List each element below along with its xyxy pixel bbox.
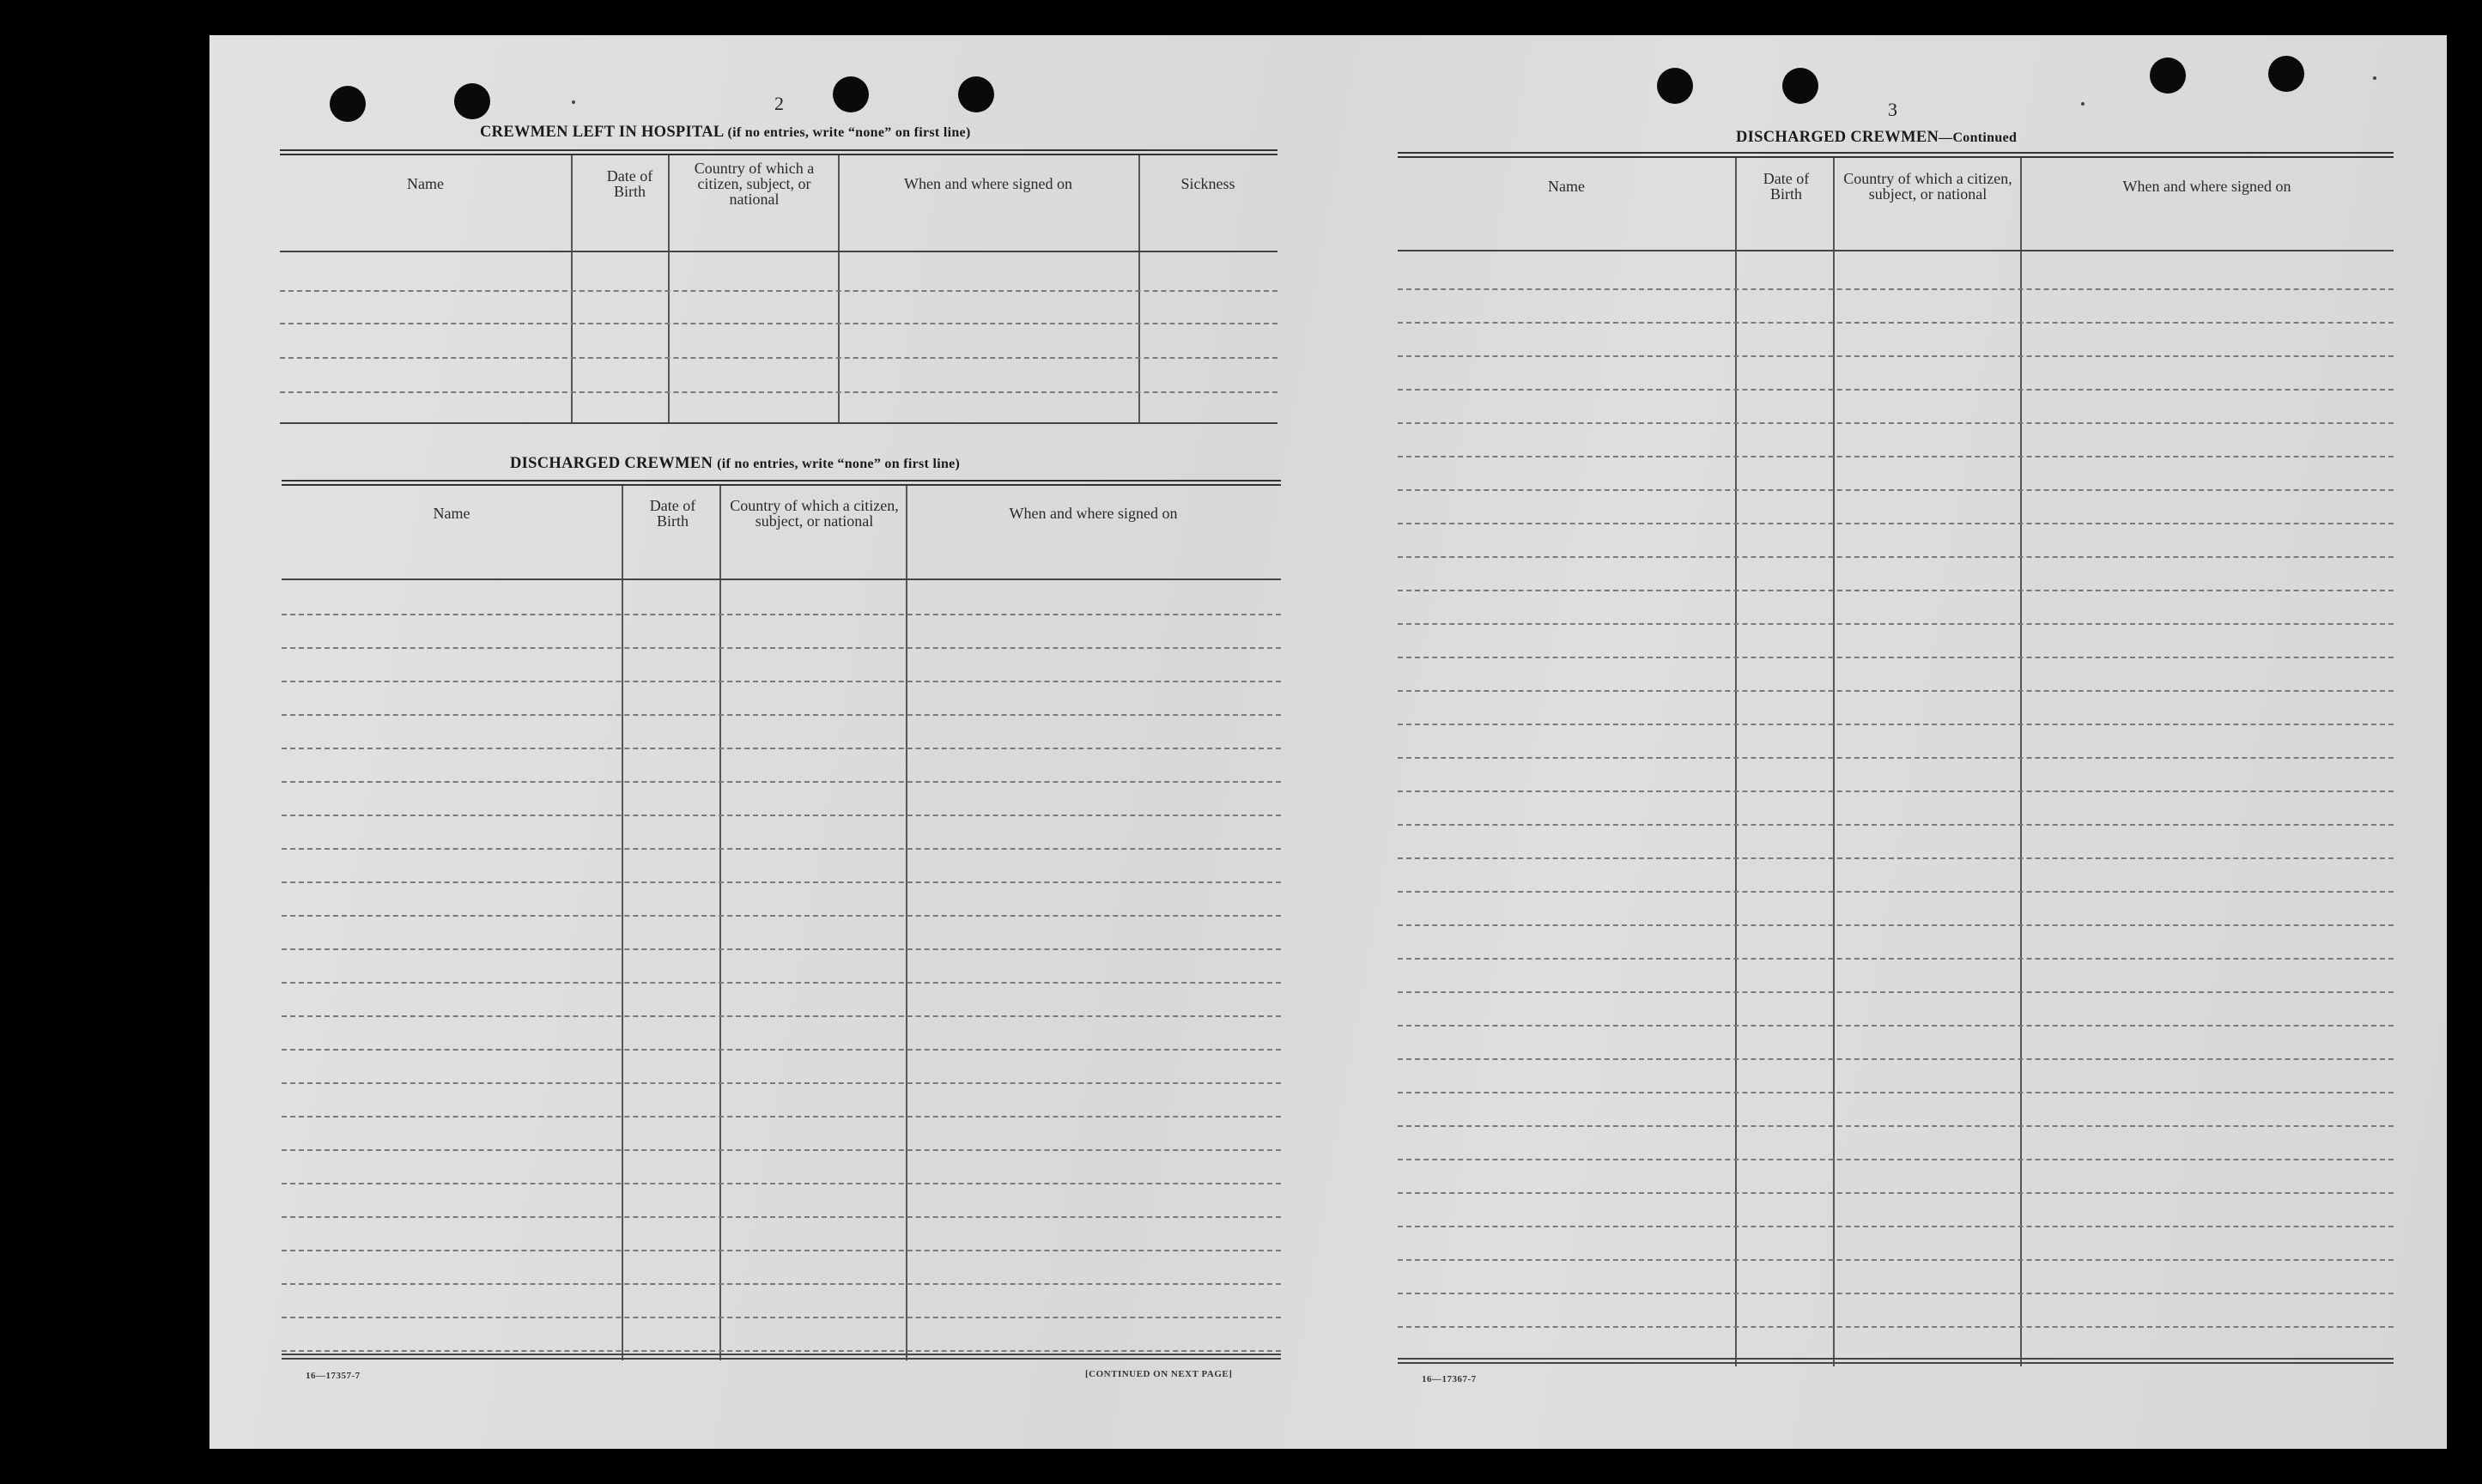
ruled-line xyxy=(1398,590,2394,591)
section-title-text: DISCHARGED CREWMEN xyxy=(510,455,713,472)
ruled-line xyxy=(1398,489,2394,491)
ruled-line xyxy=(282,915,1281,917)
form-number: 16—17357-7 xyxy=(306,1371,361,1381)
ruled-line xyxy=(1398,623,2394,625)
ruled-line xyxy=(1398,757,2394,759)
punch-hole xyxy=(454,83,490,119)
bottom-rule xyxy=(282,1354,1281,1355)
bottom-rule xyxy=(1398,1358,2394,1360)
ruled-line xyxy=(282,748,1281,749)
ruled-line xyxy=(1398,924,2394,926)
ruled-line xyxy=(1398,1293,2394,1294)
column-header-country: Country of which a citizen, subject, or national xyxy=(730,497,899,530)
ruled-line xyxy=(282,1049,1281,1051)
ruled-line xyxy=(1398,790,2394,792)
ruled-line xyxy=(282,1317,1281,1318)
ruled-line xyxy=(1398,891,2394,893)
ruled-line xyxy=(282,1250,1281,1251)
ruled-line xyxy=(1398,857,2394,859)
ruled-line xyxy=(282,1082,1281,1084)
ruled-line xyxy=(1398,1159,2394,1160)
hospital-table xyxy=(280,149,1277,424)
form-number: 16—17367-7 xyxy=(1422,1374,1477,1384)
ruled-line xyxy=(282,647,1281,649)
continued-note: [CONTINUED ON NEXT PAGE] xyxy=(1085,1369,1233,1379)
ruled-line xyxy=(1398,1259,2394,1261)
ruled-line xyxy=(1398,690,2394,692)
bottom-rule xyxy=(1398,1362,2394,1364)
ruled-line xyxy=(282,881,1281,883)
punch-hole xyxy=(958,76,994,112)
ruled-line xyxy=(1398,389,2394,391)
ruled-line xyxy=(282,1149,1281,1151)
punch-hole xyxy=(330,86,366,122)
discharged-table xyxy=(282,480,1281,1360)
ruled-line xyxy=(1398,322,2394,324)
ruled-line xyxy=(1398,657,2394,658)
column-header-name: Name xyxy=(433,505,470,522)
ruled-line xyxy=(282,1283,1281,1285)
ruled-line xyxy=(282,781,1281,783)
ruled-line xyxy=(282,614,1281,615)
section-title-text: DISCHARGED CREWMEN xyxy=(1736,129,1939,146)
ruled-line xyxy=(282,1216,1281,1218)
ruled-line xyxy=(1398,958,2394,960)
column-header-name: Name xyxy=(1548,178,1585,195)
column-header-dob: Date of Birth xyxy=(606,167,653,200)
ruled-line xyxy=(282,815,1281,816)
punch-hole xyxy=(1782,68,1818,104)
ruled-line xyxy=(282,714,1281,716)
ruled-line xyxy=(282,982,1281,984)
ruled-line xyxy=(1398,1025,2394,1027)
discharged-continued-table xyxy=(1398,152,2394,1366)
speck xyxy=(2373,76,2376,80)
ruled-line xyxy=(1398,422,2394,424)
section-title-discharged xyxy=(510,455,960,473)
ruled-line xyxy=(1398,523,2394,524)
column-header-dob: Date of Birth xyxy=(1763,170,1810,203)
punch-hole xyxy=(1657,68,1693,104)
ruled-line xyxy=(1398,724,2394,725)
ruled-line xyxy=(282,1015,1281,1017)
punch-hole xyxy=(833,76,869,112)
column-header-signed: When and where signed on xyxy=(904,175,1072,192)
ruled-line xyxy=(1398,824,2394,826)
ruled-line xyxy=(1398,1226,2394,1227)
ruled-line xyxy=(1398,1125,2394,1127)
ruled-line xyxy=(1398,556,2394,558)
punch-hole xyxy=(2268,56,2304,92)
page-number: 3 xyxy=(1888,99,1897,120)
ruled-line xyxy=(1398,456,2394,457)
column-header-signed: When and where signed on xyxy=(1009,505,1178,522)
ruled-line xyxy=(1398,288,2394,290)
column-header-sickness: Sickness xyxy=(1180,175,1235,192)
ruled-line xyxy=(1398,1092,2394,1093)
section-subtitle: (if no entries, write “none” on first line) xyxy=(717,457,961,471)
ruled-line xyxy=(282,848,1281,850)
column-header-country: Country of which a citizen, subject, or national xyxy=(694,160,815,208)
form-sheet xyxy=(209,35,2447,1449)
column-header-country: Country of which a citizen, subject, or national xyxy=(1843,170,2012,203)
punch-hole xyxy=(2150,58,2186,94)
ruled-line xyxy=(1398,1326,2394,1328)
section-title-suffix: —Continued xyxy=(1939,130,2018,145)
ruled-line xyxy=(282,1183,1281,1184)
column-header-name: Name xyxy=(407,175,444,192)
section-title-hospital xyxy=(480,124,971,142)
ruled-line xyxy=(282,681,1281,682)
ruled-line xyxy=(282,1116,1281,1118)
bottom-rule xyxy=(282,1358,1281,1360)
ruled-line xyxy=(1398,991,2394,993)
ruled-line xyxy=(1398,355,2394,357)
section-title-text: CREWMEN LEFT IN HOSPITAL xyxy=(480,124,724,141)
section-title-discharged-continued xyxy=(1736,129,2017,147)
ruled-line xyxy=(1398,1058,2394,1060)
column-header-signed: When and where signed on xyxy=(2122,178,2291,195)
column-header-dob: Date of Birth xyxy=(649,497,696,530)
ruled-line xyxy=(282,1350,1281,1352)
speck xyxy=(2081,102,2085,106)
ruled-line xyxy=(1398,1192,2394,1194)
section-subtitle: (if no entries, write “none” on first line) xyxy=(727,125,971,140)
page-number: 2 xyxy=(774,93,784,114)
ruled-line xyxy=(282,948,1281,950)
speck xyxy=(572,100,575,104)
